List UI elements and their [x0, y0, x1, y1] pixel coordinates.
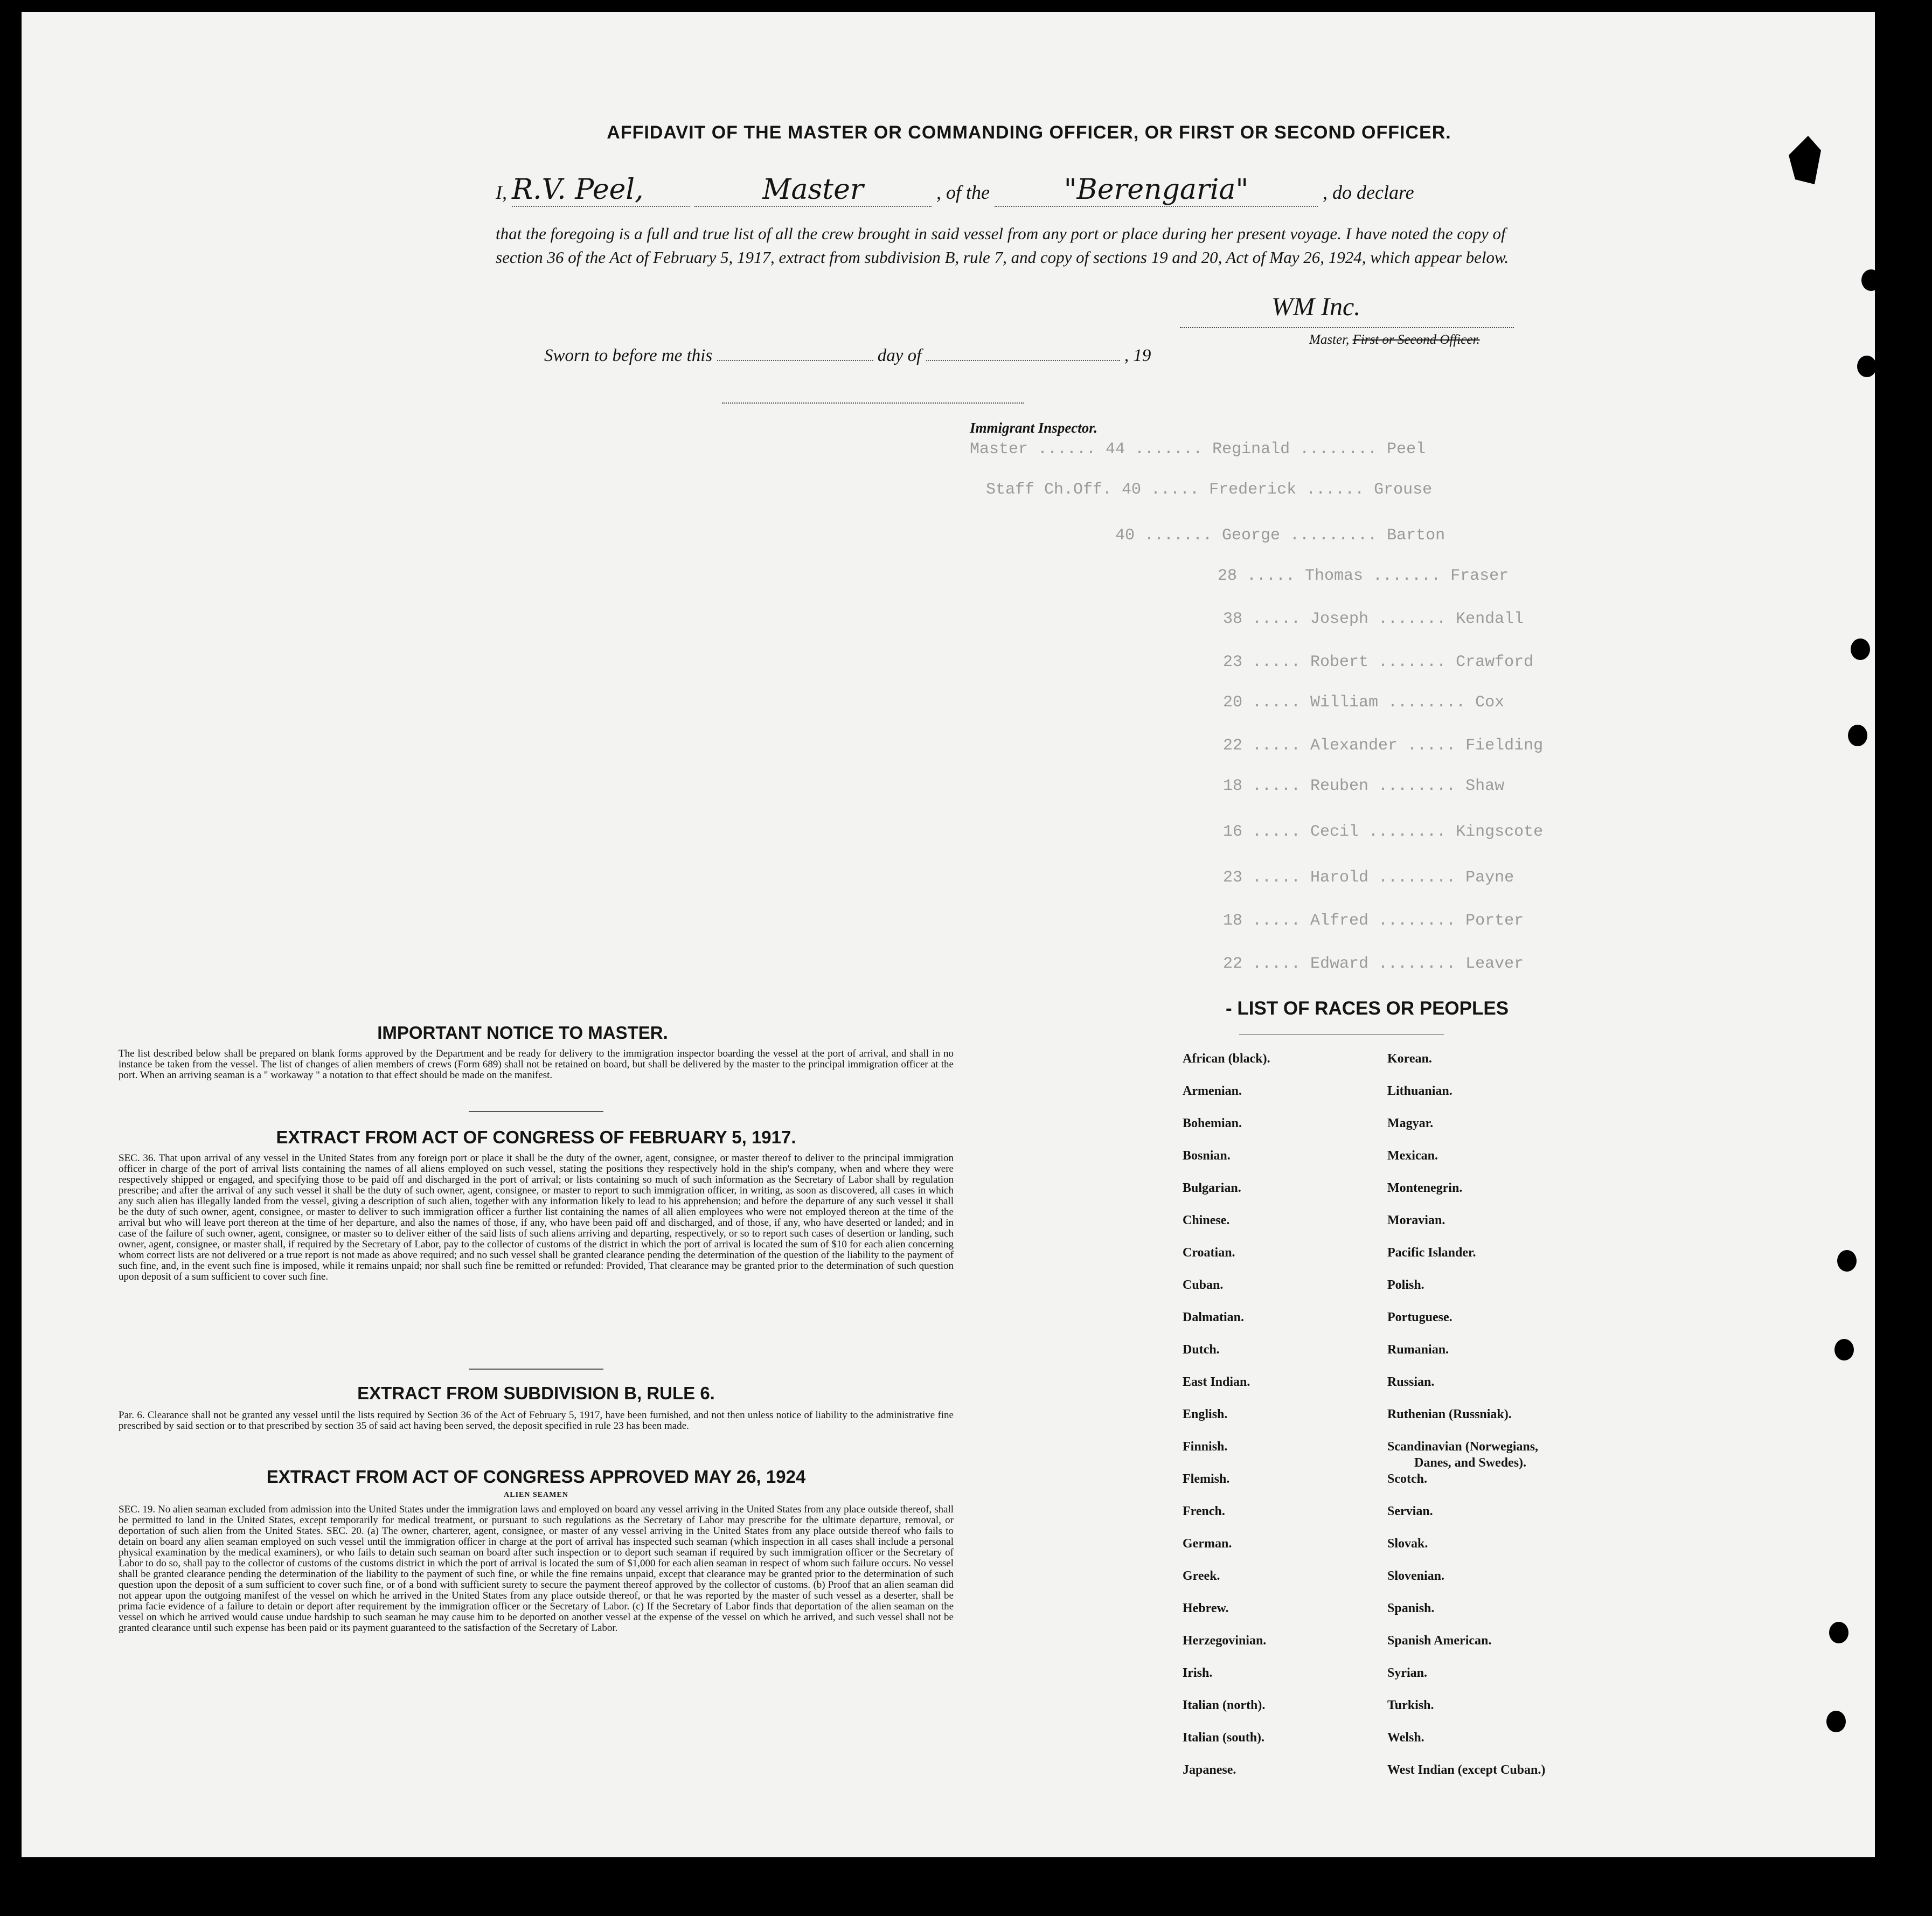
race-item: Pacific Islander. — [1387, 1246, 1476, 1260]
punch-hole — [1848, 725, 1867, 746]
rule-6-title: EXTRACT FROM SUBDIVISION B, RULE 6. — [357, 1383, 715, 1403]
rule-6-body: Par. 6. Clearance shall not be granted any vessel until the lists required by Section 36 of the Act of February 5, 1917, have been furnished, and not then unless notice of liability to the administrative fine prescribed by said section or to that prescribed by section 35 of said act having been served, the deposit specified in rule 23 has been made. — [119, 1410, 954, 1432]
divider — [469, 1111, 603, 1112]
race-item: Ruthenian (Russniak). — [1387, 1407, 1512, 1421]
race-item: Magyar. — [1387, 1116, 1434, 1130]
race-item: Dalmatian. — [1183, 1310, 1244, 1324]
race-item: Syrian. — [1387, 1666, 1428, 1680]
race-item: Moravian. — [1387, 1213, 1445, 1227]
ink-blot — [1789, 136, 1821, 184]
master-rank: Master — [694, 173, 932, 207]
bleed-through-text: 38 ..... Joseph ....... Kendall — [1223, 610, 1524, 628]
race-item: Bosnian. — [1183, 1149, 1231, 1163]
race-item: Dutch. — [1183, 1343, 1220, 1357]
extract-1924-subtitle: ALIEN SEAMEN — [504, 1491, 568, 1499]
document-sheet — [22, 12, 1875, 1857]
bleed-through-text: 23 ..... Robert ....... Crawford — [1223, 653, 1534, 671]
race-item: African (black). — [1183, 1052, 1270, 1066]
bleed-through-text: 28 ..... Thomas ....... Fraser — [1218, 567, 1509, 585]
inspector-line — [722, 402, 1024, 404]
race-item: Russian. — [1387, 1375, 1435, 1389]
master-name: R.V. Peel, — [512, 173, 690, 207]
race-item: Irish. — [1183, 1666, 1213, 1680]
race-item: Welsh. — [1387, 1731, 1424, 1745]
race-item-continued: Danes, and Swedes). — [1414, 1456, 1527, 1470]
race-item: Cuban. — [1183, 1278, 1224, 1292]
bleed-through-text: 23 ..... Harold ........ Payne — [1223, 869, 1514, 887]
extract-1917-body: SEC. 36. That upon arrival of any vessel in the United States from any foreign port or place it shall be the duty of the owner, agent, consignee, or master thereof to deliver to the principal immigration officer in charge of the port of arrival lists containing the names of all aliens employed on such vessel, stating the positions they respectively hold in the ship's company, when and where they were respectively shipped or engaged, and specifying those to be paid off and discharged in the port of arrival; or lists containing so much of such information as the Secretary of Labor shall by regulation prescribe; and after the arrival of any such vessel it shall be the duty of such owner, agent, consignee, or master to report to such immigration officer, in writing, as soon as discovered, all cases in which any such alien has illegally landed from the vessel, giving a description of such alien, together with any information likely to lead to his apprehension; and before the departure of any such vessel it shall be the duty of such owner, agent, consignee, or master to deliver to such immigration officer a further list containing the names of all alien employees who were not employed thereon at the time of the arrival but who will leave port thereon at the time of her departure, and also the names of those, if any, who have been paid off and discharged, and of those, if any, who have deserted or landed; and in case of the failure of such owner, agent, consignee, or master so to deliver either of the said lists of such aliens arriving and departing, respectively, or so to report such cases of desertion or landing, such owner, agent, consignee, or master shall, if required by the Secretary of Labor, pay to the collector of customs of the district in which the port of arrival is located the sum of $10 for each alien concerning whom correct lists are not delivered or a true report is not made as above required; and no such vessel shall be granted clearance pending the determination of the question of the liability to the payment of such fine, and, in the event such fine is imposed, while it remains unpaid; nor shall such fine be remitted or refunded: Provided, That clearance may be granted prior to the determination of such question upon deposit of a sum sufficient to cover such fine. — [119, 1153, 954, 1282]
extract-1917-title: EXTRACT FROM ACT OF CONGRESS OF FEBRUARY 5, 1917. — [276, 1127, 796, 1147]
signature: WM Inc. — [1271, 293, 1361, 321]
punch-hole — [1826, 1711, 1846, 1732]
race-item: Flemish. — [1183, 1472, 1230, 1486]
affidavit-title: AFFIDAVIT OF THE MASTER OR COMMANDING OFFICER, OR FIRST OR SECOND OFFICER. — [607, 122, 1451, 143]
race-item: Lithuanian. — [1387, 1084, 1453, 1098]
bleed-through-text: 20 ..... William ........ Cox — [1223, 693, 1505, 712]
race-item: Rumanian. — [1387, 1343, 1449, 1357]
inspector-caption: Immigrant Inspector. — [970, 420, 1098, 436]
race-item: Armenian. — [1183, 1084, 1242, 1098]
race-item: Korean. — [1387, 1052, 1432, 1066]
signature-line — [1180, 327, 1514, 328]
race-item: Spanish. — [1387, 1601, 1435, 1615]
bleed-through-text: 22 ..... Alexander ..... Fielding — [1223, 737, 1544, 755]
punch-hole — [1829, 1622, 1848, 1643]
declaration-body: that the foregoing is a full and true list of all the crew brought in said vessel from any port or place during her present voyage. I have noted the copy of section 36 of the Act of February 5, 1917, extract from subdivision B, rule 7, and copy of sections 19 and 20, Act of May 26, 1924, which appear below. — [496, 224, 1509, 267]
race-item: Servian. — [1387, 1504, 1433, 1518]
notice-title: IMPORTANT NOTICE TO MASTER. — [377, 1023, 668, 1043]
race-item: German. — [1183, 1537, 1232, 1551]
bleed-through-text: 18 ..... Reuben ........ Shaw — [1223, 777, 1505, 795]
race-item: Mexican. — [1387, 1149, 1438, 1163]
race-item: Scotch. — [1387, 1472, 1427, 1486]
race-item: Greek. — [1183, 1569, 1220, 1583]
race-item: Slovak. — [1387, 1537, 1428, 1551]
race-item: East Indian. — [1183, 1375, 1250, 1389]
bleed-through-text: 40 ....... George ......... Barton — [1115, 526, 1445, 545]
race-item: Chinese. — [1183, 1213, 1230, 1227]
race-item: English. — [1183, 1407, 1228, 1421]
extract-1924-title: EXTRACT FROM ACT OF CONGRESS APPROVED MAY 26, 1924 — [266, 1467, 806, 1487]
race-item: Bohemian. — [1183, 1116, 1242, 1130]
bleed-through-text: Master ...... 44 ....... Reginald ........ Peel — [970, 440, 1426, 459]
punch-hole — [1834, 1339, 1854, 1360]
punch-hole — [1857, 356, 1877, 377]
race-item: Spanish American. — [1387, 1634, 1492, 1648]
bleed-through-text: 16 ..... Cecil ........ Kingscote — [1223, 823, 1544, 841]
declaration-line: I, R.V. Peel, Master , of the "Berengaria" , do declare — [496, 173, 1414, 206]
punch-hole — [1837, 1250, 1857, 1272]
race-item: Herzegovinian. — [1183, 1634, 1267, 1648]
race-item: West Indian (except Cuban.) — [1387, 1763, 1546, 1777]
race-item: Japanese. — [1183, 1763, 1236, 1777]
race-item: Italian (north). — [1183, 1698, 1266, 1712]
vessel-name: "Berengaria" — [995, 173, 1318, 207]
race-item: Italian (south). — [1183, 1731, 1265, 1745]
signature-caption: Master, First or Second Officer. — [1309, 332, 1480, 347]
race-item: French. — [1183, 1504, 1225, 1518]
race-item: Croatian. — [1183, 1246, 1235, 1260]
race-item: Turkish. — [1387, 1698, 1434, 1712]
bleed-through-text: 18 ..... Alfred ........ Porter — [1223, 912, 1524, 930]
race-item: Bulgarian. — [1183, 1181, 1241, 1195]
race-item: Portuguese. — [1387, 1310, 1453, 1324]
punch-hole — [1851, 638, 1870, 660]
race-item: Polish. — [1387, 1278, 1424, 1292]
extract-1924-body: SEC. 19. No alien seaman excluded from admission into the United States under the immigration laws and employed on board any vessel arriving in the United States from any place outside thereof, shall be permitted to land in the United States, except temporarily for medical treatment, or pursuant to such regulations as the Secretary of Labor may prescribe for the ultimate departure, removal, or deportation of such alien from the United States. SEC. 20. (a) The owner, charterer, agent, consignee, or master of any vessel arriving in the United States from any place outside thereof who fails to detain on board any alien seaman employed on such vessel until the immigration officer in charge at the port of arrival has inspected such seaman (which inspection in all cases shall include a personal physical examination by the medical examiners), or who fails to detain such seaman on board after such inspection or to deport such seaman if required by such immigration officer or the Secretary of Labor to do so, shall pay to the collector of customs of the customs district in which the port of arrival is located the sum of $1,000 for each alien seaman in respect of whom such failure occurs. No vessel shall be granted clearance pending the determination of the liability to the payment of such fine, or while the fine remains unpaid, except that clearance may be granted prior to the determination of such question upon the deposit of a sum sufficient to cover such fine, or of a bond with sufficient surety to secure the payment thereof approved by the collector of customs. (b) Proof that an alien seaman did not appear upon the outgoing manifest of the vessel on which he arrived in the United States from any place outside thereof, or that he was reported by the master of such vessel as a deserter, shall be prima facie evidence of a failure to detain or deport after requirement by the immigration officer or the Secretary of Labor. (c) If the Secretary of Labor finds that deportation of the alien seaman on the vessel on which he arrived would cause undue hardship to such seaman he may cause him to be deported on another vessel at the expense of the vessel on which he arrived, and such vessel shall not be granted clearance until such expense has been paid or its payment guaranteed to the satisfaction of the Secretary of Labor. — [119, 1504, 954, 1634]
race-item: Scandinavian (Norwegians, — [1387, 1440, 1539, 1454]
race-item: Finnish. — [1183, 1440, 1228, 1454]
bleed-through-text: Staff Ch.Off. 40 ..... Frederick ...... Grouse — [986, 481, 1433, 499]
race-item: Montenegrin. — [1387, 1181, 1463, 1195]
divider — [469, 1369, 603, 1370]
race-item: Hebrew. — [1183, 1601, 1229, 1615]
notice-body: The list described below shall be prepared on blank forms approved by the Department and be ready for delivery to the immigration inspector boarding the vessel at the port of arrival, and shall in no instance be taken from the vessel. The list of changes of alien members of crews (Form 689) shall not be retained on board, but shall be delivered by the master to the principal immigration officer at the port. When an arriving seaman is a " workaway " a notation to that effect should be made on the manifest. — [119, 1048, 954, 1081]
races-title: - LIST OF RACES OR PEOPLES — [1226, 998, 1509, 1019]
race-item: Slovenian. — [1387, 1569, 1445, 1583]
bleed-through-text: 22 ..... Edward ........ Leaver — [1223, 955, 1524, 973]
sworn-line: Sworn to before me this day of , 19 — [544, 346, 1151, 365]
punch-hole — [1861, 269, 1881, 291]
